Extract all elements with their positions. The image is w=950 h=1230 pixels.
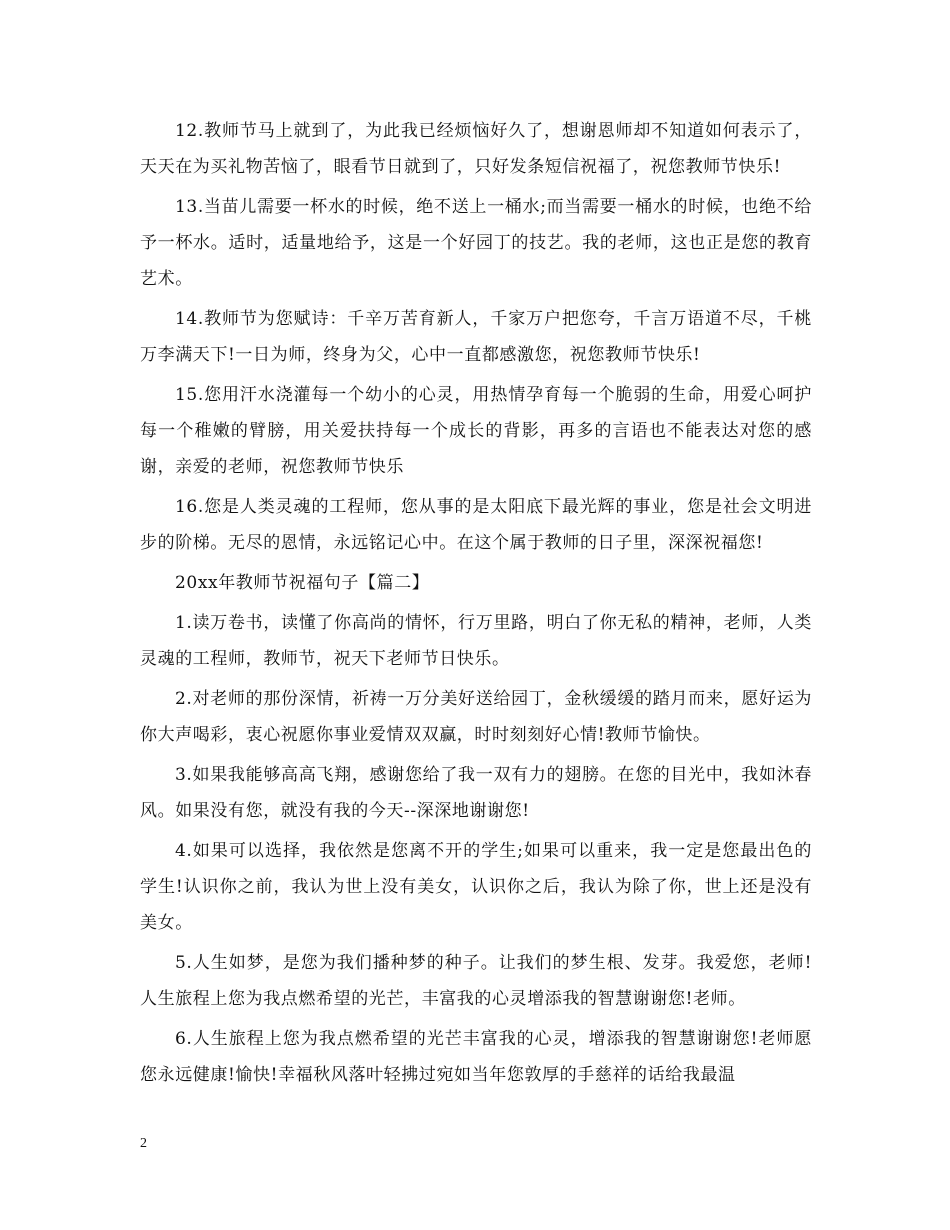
- document-body: [140, 113, 812, 1097]
- paragraph-5: 5.人生如梦，是您为我们播种梦的种子。让我们的梦生根、发芽。我爱您，老师!人生旅程上您为我点燃希望的光芒，丰富我的心灵增添我的智慧谢谢您!老师。: [140, 953, 812, 1009]
- section-heading: 20xx年教师节祝福句子【篇二】: [175, 573, 430, 593]
- paragraph-3: 3.如果我能够高高飞翔，感谢您给了我一双有力的翅膀。在您的目光中，我如沐春风。如果没有您，就没有我的今天--深深地谢谢您!: [140, 765, 812, 821]
- paragraph-15: 15.您用汗水浇灌每一个幼小的心灵，用热情孕育每一个脆弱的生命，用爱心呵护每一个稚嫩的臂膀，用关爱扶持每一个成长的背影，再多的言语也不能表达对您的感谢，亲爱的老师，祝您教师节快乐: [140, 385, 812, 477]
- paragraph-2: 2.对老师的那份深情，祈祷一万分美好送给园丁，金秋缓缓的踏月而来，愿好运为你大声喝彩，衷心祝愿你事业爱情双双赢，时时刻刻好心情!教师节愉快。: [140, 689, 812, 745]
- paragraph-16: 16.您是人类灵魂的工程师，您从事的是太阳底下最光辉的事业，您是社会文明进步的阶梯。无尽的恩情，永远铭记心中。在这个属于教师的日子里，深深祝福您!: [140, 497, 812, 553]
- paragraph-6: 6.人生旅程上您为我点燃希望的光芒丰富我的心灵，增添我的智慧谢谢您!老师愿您永远健康!愉快!幸福秋风落叶轻拂过宛如当年您敦厚的手慈祥的话给我最温: [140, 1029, 812, 1085]
- paragraph-1: 1.读万卷书，读懂了你高尚的情怀，行万里路，明白了你无私的精神，老师，人类灵魂的工程师，教师节，祝天下老师节日快乐。: [140, 613, 812, 669]
- paragraph-14: 14.教师节为您赋诗：千辛万苦育新人，千家万户把您夸，千言万语道不尽，千桃万李满天下!一日为师，终身为父，心中一直都感激您，祝您教师节快乐!: [140, 309, 812, 365]
- paragraph-13: 13.当苗儿需要一杯水的时候，绝不送上一桶水;而当需要一桶水的时候，也绝不给予一杯水。适时，适量地给予，这是一个好园丁的技艺。我的老师，这也正是您的教育艺术。: [140, 197, 812, 289]
- page-number: 2: [140, 1136, 147, 1151]
- paragraph-12: 12.教师节马上就到了，为此我已经烦恼好久了，想谢恩师却不知道如何表示了，天天在为买礼物苦恼了，眼看节日就到了，只好发条短信祝福了，祝您教师节快乐!: [140, 121, 812, 177]
- paragraph-4: 4.如果可以选择，我依然是您离不开的学生;如果可以重来，我一定是您最出色的学生!认识你之前，我认为世上没有美女，认识你之后，我认为除了你，世上还是没有美女。: [140, 841, 812, 933]
